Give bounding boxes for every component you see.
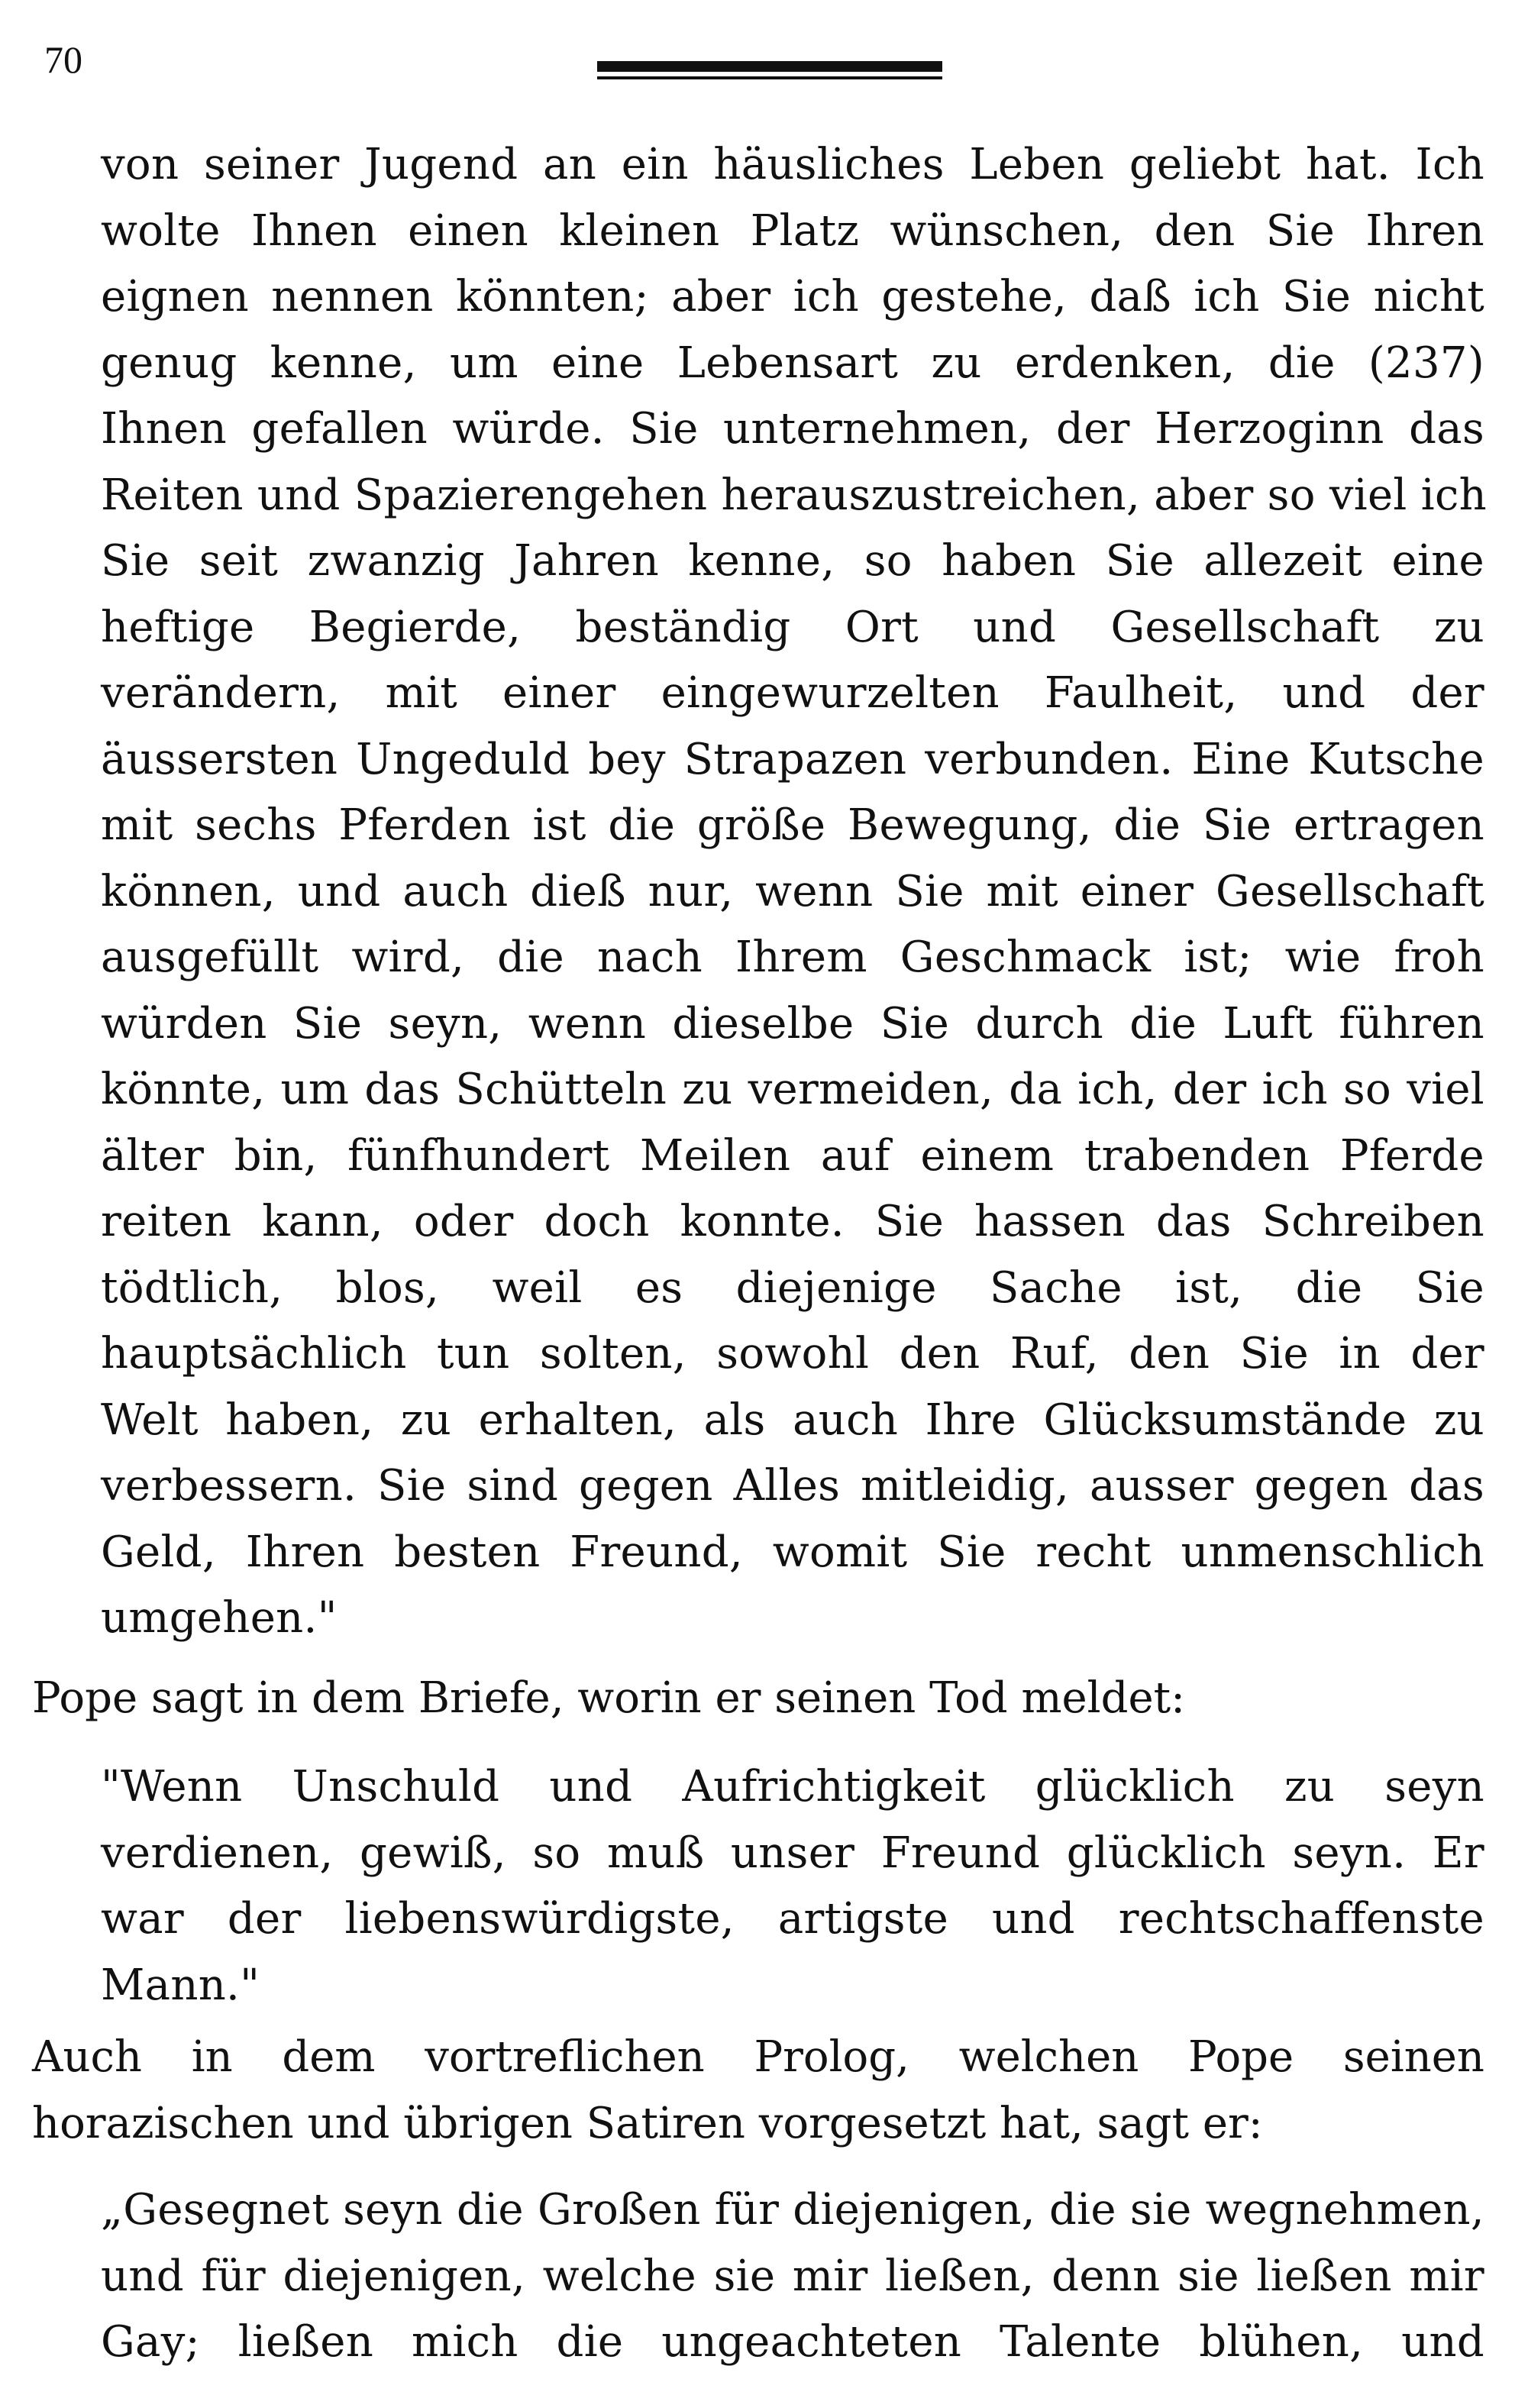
header-rule-thin (597, 76, 942, 79)
text-line: heftige Begierde, beständig Ort und Gesellschaft zu (101, 602, 1484, 652)
text-line: Ihnen gefallen würde. Sie unternehmen, der Herzoginn das (101, 404, 1484, 454)
text-line: Auch in dem vortreflichen Prolog, welchen Pope seinen (32, 2032, 1484, 2082)
text-line: umgehen." (101, 1593, 338, 1643)
text-line: Gay; ließen mich die ungeachteten Talente blühen, und (101, 2317, 1484, 2367)
text-line: wolte Ihnen einen kleinen Platz wünschen, den Sie Ihren (101, 205, 1484, 256)
text-line: äussersten Ungeduld bey Strapazen verbunden. Eine Kutsche (101, 734, 1484, 784)
text-line: älter bin, fünfhundert Meilen auf einem trabenden Pferde (101, 1130, 1484, 1181)
text-line: eignen nennen könnten; aber ich gestehe, daß ich Sie nicht (101, 272, 1484, 322)
text-line: könnte, um das Schütteln zu vermeiden, da ich, der ich so viel (101, 1065, 1484, 1114)
header-rule (597, 61, 942, 81)
text-line: war der liebenswürdigste, artigste und rechtschaffenste (101, 1894, 1484, 1944)
text-line: würden Sie seyn, wenn dieselbe Sie durch die Luft führen (101, 998, 1484, 1049)
text-line: Pope sagt in dem Briefe, worin er seinen Tod meldet: (32, 1673, 1185, 1723)
text-line: von seiner Jugend an ein häusliches Leben geliebt hat. Ich (101, 140, 1484, 189)
text-line: verdienen, gewiß, so muß unser Freund glücklich seyn. Er (101, 1828, 1484, 1878)
text-line: horazischen und übrigen Satiren vorgesetzt hat, sagt er: (32, 2098, 1263, 2148)
text-line: Welt haben, zu erhalten, als auch Ihre Glücksumstände zu (101, 1395, 1484, 1445)
text-line: tödtlich, blos, weil es diejenige Sache ist, die Sie (101, 1262, 1484, 1313)
text-line: ausgefüllt wird, die nach Ihrem Geschmack ist; wie froh (101, 932, 1484, 982)
text-line: "Wenn Unschuld und Aufrichtigkeit glücklich zu seyn (101, 1762, 1484, 1812)
text-line: genug kenne, um eine Lebensart zu erdenken, die (237) (101, 338, 1484, 388)
paragraph-2 (32, 2025, 1484, 2157)
text-line: verbessern. Sie sind gegen Alles mitleidig, ausser gegen das (101, 1461, 1484, 1511)
text-line: „Gesegnet seyn die Großen für diejenigen, die sie wegnehmen, (101, 2185, 1484, 2235)
paragraph-1 (32, 1666, 1484, 1732)
text-line: reiten kann, oder doch konnte. Sie hassen das Schreiben (101, 1197, 1484, 1246)
text-line: können, und auch dieß nur, wenn Sie mit einer Gesellschaft (101, 866, 1484, 916)
text-line: hauptsächlich tun solten, sowohl den Ruf, den Sie in der (101, 1329, 1484, 1379)
quote-block-3 (101, 2177, 1484, 2376)
quote-block-1 (101, 132, 1487, 1652)
text-line: Sie seit zwanzig Jahren kenne, so haben Sie allezeit eine (101, 536, 1484, 586)
text-line: Mann." (101, 1960, 260, 2010)
text-line: mit sechs Pferden ist die größe Bewegung, die Sie ertragen (101, 800, 1484, 850)
header-rule-thick (597, 61, 942, 72)
page-number: 70 (44, 38, 82, 81)
text-line: und für diejenigen, welche sie mir ließen, denn sie ließen mir (101, 2251, 1484, 2301)
text-line: verändern, mit einer eingewurzelten Faulheit, und der (101, 668, 1484, 718)
text-line: Reiten und Spazierengehen herauszustreichen, aber so viel ich (101, 470, 1487, 520)
quote-block-2 (101, 1754, 1484, 2019)
text-line: Geld, Ihren besten Freund, womit Sie recht unmenschlich (101, 1527, 1484, 1577)
